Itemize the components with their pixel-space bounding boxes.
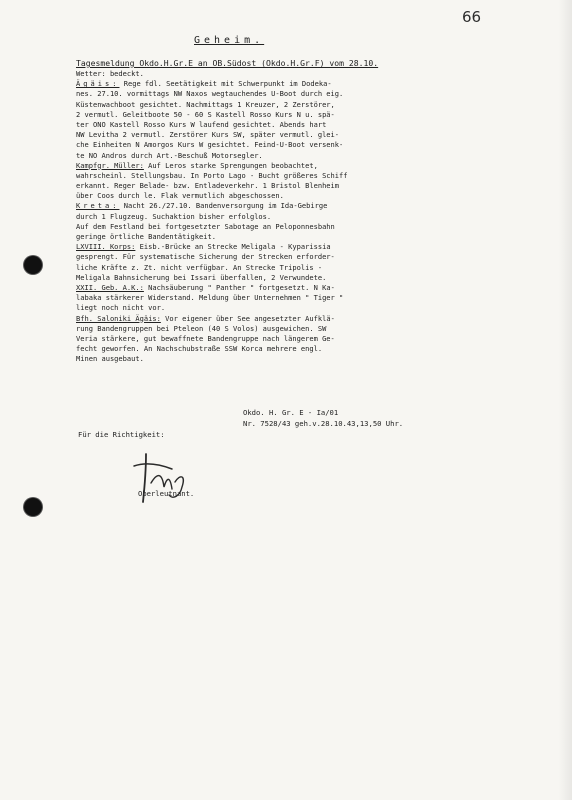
body-line	[76, 324, 516, 334]
paper-edge-shadow	[558, 0, 572, 800]
section-heading-kampfgruppe: Kampfgr. Müller:	[76, 160, 144, 170]
body-line	[76, 79, 516, 89]
line-text: nes. 27.10. vormittags NW Naxos wegtauchendes U-Boot durch eig.	[76, 89, 344, 99]
body-line	[76, 232, 516, 242]
line-text: Eisb.-Brücke an Strecke Meligala - Kyparissia	[135, 242, 331, 252]
body-line	[76, 69, 516, 79]
line-text: liegt noch nicht vor.	[76, 303, 166, 313]
punch-hole	[24, 256, 42, 274]
line-text: NW Levitha 2 vermutl. Zerstörer Kurs SW, später vermutl. glei-	[76, 130, 340, 140]
body-line	[76, 263, 516, 273]
section-heading-aegaeis: Ägäis:	[76, 79, 120, 89]
line-text: Meligala Bahnsicherung bei Issari überfallen, 2 Verwundete.	[76, 272, 327, 282]
signature-block	[78, 408, 518, 520]
report-title: Tagesmeldung Okdo.H.Gr.E an OB.Südost (Okdo.H.Gr.F) vom 28.10.	[76, 58, 379, 68]
line-text: Veria stärkere, gut bewaffnete Bandengruppe nach längerem Ge-	[76, 333, 335, 343]
body-line	[76, 151, 516, 161]
line-text: Auf dem Festland bei fortgesetzter Sabotage an Peloponnesbahn	[76, 221, 335, 231]
report-body	[76, 69, 516, 364]
office-reference	[243, 407, 403, 429]
body-line	[76, 181, 516, 191]
body-line	[76, 293, 516, 303]
line-text: Nacht 26./27.10. Bandenversorgung im Ida-Gebirge	[119, 201, 328, 211]
certification-label: Für die Richtigkeit:	[78, 430, 165, 439]
body-line	[76, 303, 516, 313]
line-text: geringe örtliche Bandentätigkeit.	[76, 232, 217, 241]
body-line	[76, 130, 516, 140]
line-text: te NO Andros durch Art.-Beschuß Motorsegler.	[76, 150, 263, 160]
section-heading-bfh-saloniki: Bfh. Saloniki Ägäis:	[76, 313, 161, 323]
handwritten-signature	[128, 444, 198, 516]
body-line	[76, 89, 516, 99]
body-line	[76, 212, 516, 222]
body-line	[76, 283, 516, 293]
line-text: fecht geworfen. An Nachschubstraße SSW Korca mehrere engl.	[76, 344, 323, 354]
body-line	[76, 222, 516, 232]
body-line	[76, 140, 516, 150]
line-text: Wetter: bedeckt.	[76, 69, 144, 78]
line-text: über Coos durch le. Flak vermutlich abgeschossen.	[76, 191, 284, 201]
page-number: 66	[462, 8, 482, 26]
line-text: wahrscheinl. Stellungsbau. In Porto Lago - Bucht größeres Schiff	[76, 170, 348, 180]
line-text: liche Kräfte z. Zt. nicht verfügbar. An Strecke Tripolis -	[76, 262, 323, 272]
section-heading-kreta: Kreta:	[76, 201, 120, 211]
section-heading-lxviii-korps: LXVIII. Korps:	[76, 242, 136, 252]
line-text: Minen ausgebaut.	[76, 354, 144, 364]
body-line	[76, 354, 516, 364]
reference-line: Nr. 7528/43 geh.v.28.10.43,13,50 Uhr.	[243, 419, 404, 428]
body-line	[76, 201, 516, 211]
body-line	[76, 171, 516, 181]
line-text: ter ONO Kastell Rosso Kurs W laufend gesichtet. Abends hart	[76, 119, 327, 129]
body-line	[76, 191, 516, 201]
line-text: che Einheiten N Amorgos Kurs W gesichtet. Feind-U-Boot versenk-	[76, 140, 344, 150]
line-text: labaka stärkerer Widerstand. Meldung über Unternehmen " Tiger "	[76, 293, 344, 303]
line-text: Küstenwachboot gesichtet. Nachmittags 1 Kreuzer, 2 Zerstörer,	[76, 99, 335, 109]
body-line	[76, 273, 516, 283]
classification-label: Geheim.	[194, 35, 265, 46]
body-line	[76, 161, 516, 171]
body-line	[76, 242, 516, 252]
line-text: Nachsäuberung " Panther " fortgesetzt. N Ka-	[143, 282, 335, 292]
office-line: Okdo. H. Gr. E - Ia/01	[243, 408, 339, 417]
body-line	[76, 252, 516, 262]
section-heading-xxii-geb-ak: XXII. Geb. A.K.:	[76, 282, 144, 292]
punch-hole	[24, 498, 42, 516]
line-text: rung Bandengruppen bei Pteleon (40 S Volos) ausgewichen. SW	[76, 323, 327, 333]
line-text: Vor eigener über See angesetzter Aufklä-	[160, 313, 335, 323]
body-line	[76, 334, 516, 344]
line-text: durch 1 Flugzeug. Suchaktion bisher erfolglos.	[76, 211, 272, 221]
rank-label: Oberleutnant.	[138, 489, 195, 498]
line-text: gesprengt. Für systematische Sicherung der Strecken erforder-	[76, 252, 335, 262]
line-text: 2 vermutl. Geleitboote 50 - 60 S Kastell Rosso Kurs N u. spä-	[76, 109, 335, 119]
body-line	[76, 110, 516, 120]
line-text: Rege fdl. Seetätigkeit mit Schwerpunkt im Dodeka-	[119, 79, 332, 89]
body-line	[76, 344, 516, 354]
line-text: erkannt. Reger Belade- bzw. Entladeverkehr. 1 Bristol Blenheim	[76, 181, 340, 191]
body-line	[76, 100, 516, 110]
body-line	[76, 314, 516, 324]
body-line	[76, 120, 516, 130]
line-text: Auf Leros starke Sprengungen beobachtet,	[143, 160, 318, 170]
